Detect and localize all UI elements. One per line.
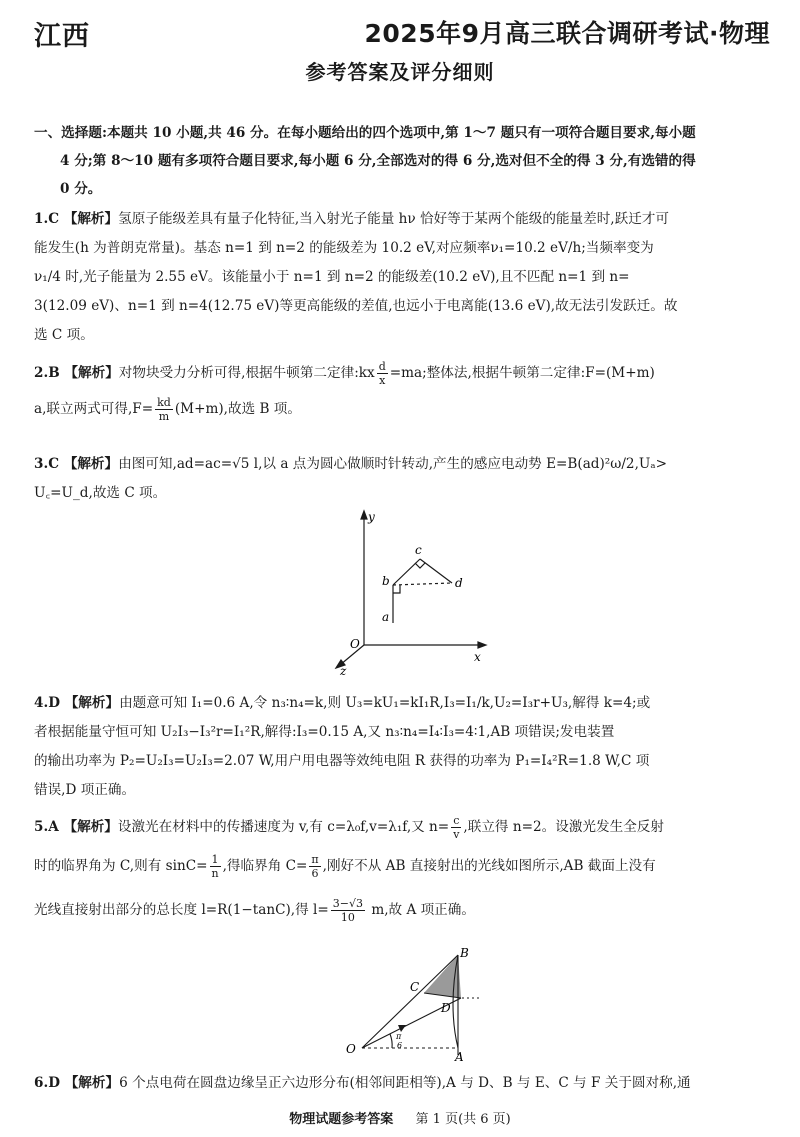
answer-tag: 5.A 【解析】 xyxy=(34,819,118,835)
fraction xyxy=(451,814,461,841)
denominator: m xyxy=(158,410,170,423)
label-o: O xyxy=(350,637,360,651)
answer-text: 氢原子能级差具有量子化特征,当入射光子能量 hν 恰好等于某两个能级的能量差时,跃迁才可 xyxy=(118,211,669,227)
answer-tag: 4.D 【解析】 xyxy=(34,695,120,711)
answer-text: 设激光在材料中的传播速度为 v,有 c=λ₀f,v=λ₁f,又 n= xyxy=(117,819,450,835)
label-x: x xyxy=(474,650,481,664)
answer-item-4 xyxy=(34,689,770,805)
label-z: z xyxy=(340,664,347,677)
numerator: 1 xyxy=(210,853,221,867)
answer-text: U꜀=U_d,故选 C 项。 xyxy=(34,485,167,501)
angle-numerator: π xyxy=(396,1032,402,1041)
answer-tag: 3.C 【解析】 xyxy=(34,456,119,472)
right-angle-c xyxy=(415,563,425,568)
answer-text: 的输出功率为 P₂=U₂I₃=U₂I₃=2.07 W,用户用电器等效纯电阻 R 获得的功率为 P₁=I₄²R=1.8 W,C 项 xyxy=(34,753,650,769)
y-axis-arrow xyxy=(361,511,367,519)
answer-text: a,联立两式可得,F= xyxy=(34,401,154,417)
label-C: C xyxy=(410,980,420,994)
fraction xyxy=(155,396,173,423)
answer-text: ,得临界角 C= xyxy=(222,858,308,874)
exam-subtitle: 参考答案及评分细则 xyxy=(305,60,495,84)
numerator: d xyxy=(378,360,386,373)
rotating-rod-diagram xyxy=(320,505,490,677)
fraction xyxy=(309,853,320,880)
instruction-line: 4 分;第 8～10 题有多项符合题目要求,每小题 6 分,全部选对的得 6 分,选对但不全的得 3 分,有选错的得 xyxy=(60,153,696,169)
answer-text: 3(12.09 eV)、n=1 到 n=4(12.75 eV)等更高能级的差值,也远小于电离能(13.6 eV),故无法引发跃迁。故 xyxy=(34,298,678,314)
instruction-line: 0 分。 xyxy=(60,181,102,197)
answer-item-3 xyxy=(34,450,770,508)
answer-item-1 xyxy=(34,205,770,350)
denominator: v xyxy=(453,828,460,841)
label-b: b xyxy=(382,574,390,588)
angle-arc xyxy=(390,1034,392,1048)
instruction-line: 一、选择题:本题共 10 小题,共 46 分。在每小题给出的四个选项中,第 1～7 题只有一项符合题目要求,每小题 xyxy=(34,125,696,141)
label-D: D xyxy=(441,1001,451,1015)
ray-arrow xyxy=(398,1025,406,1032)
denominator: 6 xyxy=(311,867,319,880)
answer-tag: 6.D 【解析】 xyxy=(34,1075,120,1091)
numerator: kd xyxy=(157,396,171,409)
answer-text: 能发生(h 为普朗克常量)。基态 n=1 到 n=2 的能级差为 10.2 eV,对应频率ν₁=10.2 eV/h;当频率变为 xyxy=(34,240,654,256)
answer-text: =ma;整体法,根据牛顿第二定律:F=(M+m) xyxy=(389,365,655,381)
region-label: 江西 xyxy=(34,21,90,52)
numerator: 3−√3 xyxy=(332,897,363,910)
answer-text: 由题意可知 I₁=0.6 A,令 n₃∶n₄=k,则 U₃=kU₁=kI₁R,I₃=I₁/k,U₂=I₃r+U₃,解得 k=4;或 xyxy=(119,695,651,711)
answer-text: 者根据能量守恒可知 U₂I₃−I₃²r=I₁²R,解得:I₃=0.15 A,又 n₃∶n₄=I₄∶I₃=4∶1,AB 项错误;发电装置 xyxy=(34,724,615,740)
label-y: y xyxy=(368,510,375,524)
answer-text: ,刚好不从 AB 直接射出的光线如图所示,AB 截面上没有 xyxy=(322,858,656,874)
answer-text: 错误,D 项正确。 xyxy=(34,782,136,798)
label-a: a xyxy=(382,610,390,624)
label-d: d xyxy=(455,576,463,590)
answer-item-2 xyxy=(34,356,770,428)
rod-cd xyxy=(420,559,452,583)
answer-text: 由图可知,ad=ac=√5 l,以 a 点为圆心做顺时针转动,产生的感应电动势 E=B(ad)²ω/2,Uₐ> xyxy=(118,456,667,472)
label-A: A xyxy=(455,1050,464,1064)
section-instructions xyxy=(34,119,770,203)
answer-item-6 xyxy=(34,1069,770,1098)
denominator: x xyxy=(379,374,386,387)
quarter-circle-light-diagram xyxy=(340,945,490,1065)
answer-text: m,故 A 项正确。 xyxy=(367,902,475,918)
page-footer xyxy=(0,1108,800,1127)
denominator: n xyxy=(211,867,219,880)
denominator: 10 xyxy=(340,911,355,924)
page-number: 第 1 页(共 6 页) xyxy=(415,1112,511,1127)
x-axis-arrow xyxy=(478,642,486,648)
answer-tag: 1.C 【解析】 xyxy=(34,211,119,227)
answer-text: (M+m),故选 B 项。 xyxy=(174,401,301,417)
angle-denominator: 6 xyxy=(397,1041,403,1050)
answer-text: 光线直接射出部分的总长度 l=R(1−tanC),得 l= xyxy=(34,902,329,918)
answer-text: ν₁/4 时,光子能量为 2.55 eV。该能量小于 n=1 到 n=2 的能级差(10.2 eV),且不匹配 n=1 到 n= xyxy=(34,269,630,285)
answer-item-5 xyxy=(34,810,770,932)
answer-text: 6 个点电荷在圆盘边缘呈正六边形分布(相邻间距相等),A 与 D、B 与 E、C 与 F 关于圆对称,通 xyxy=(119,1075,691,1091)
rod-bc xyxy=(393,559,420,585)
exam-title: 2025年9月高三联合调研考试·物理 xyxy=(364,19,770,48)
label-O: O xyxy=(346,1042,356,1056)
fraction xyxy=(331,897,365,924)
dashed-bd xyxy=(393,583,452,585)
fraction xyxy=(377,360,388,387)
answer-text: 时的临界角为 C,则有 sinC= xyxy=(34,858,208,874)
footer-title: 物理试题参考答案 xyxy=(289,1112,394,1127)
label-B: B xyxy=(460,946,469,960)
fraction xyxy=(210,853,221,880)
numerator: π xyxy=(311,853,319,866)
answer-text: 对物块受力分析可得,根据牛顿第二定律:kx xyxy=(118,365,375,381)
label-c: c xyxy=(415,543,422,557)
answer-text: 选 C 项。 xyxy=(34,327,94,343)
answer-text: ,联立得 n=2。设激光发生全反射 xyxy=(463,819,664,835)
answer-tag: 2.B 【解析】 xyxy=(34,365,119,381)
numerator: c xyxy=(451,814,461,828)
right-angle-b xyxy=(393,585,400,593)
shaded-region xyxy=(424,955,461,998)
